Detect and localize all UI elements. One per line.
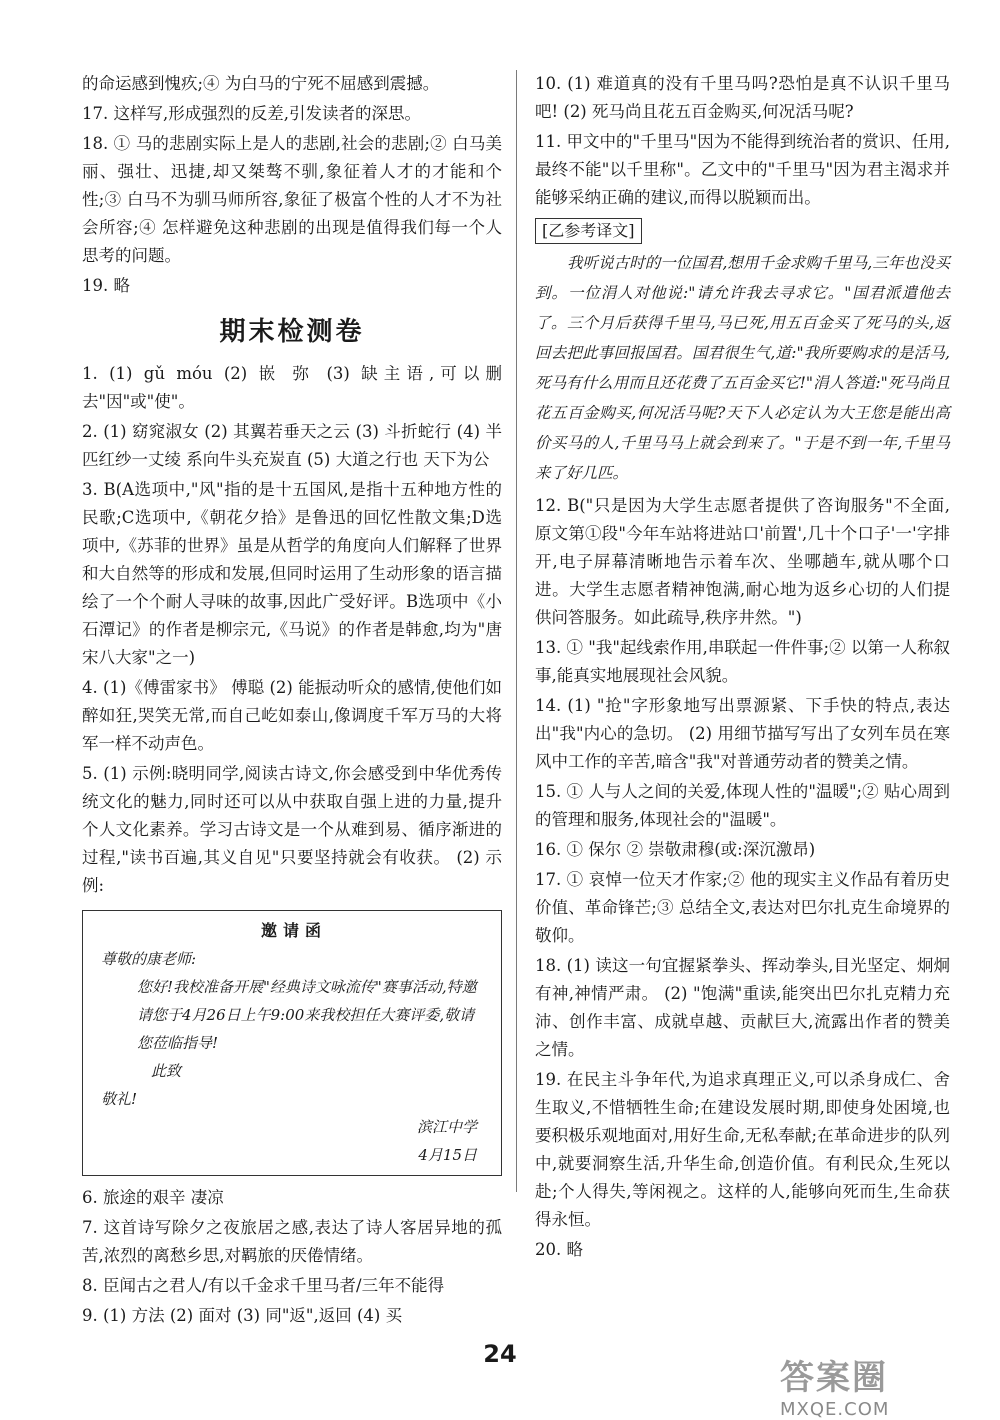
translation-text: 我听说古时的一位国君,想用千金求购千里马,三年也没买到。一位涓人对他说:"请允许我去寻求它。"国君派遣他去了。三个月后获得千里马,马已死,用五百金买了死马的头,返回去把此事回报国君。国君很生气,道:"我所要购求的是活马,死马有什么用而且还花费了五百金买它!"涓人答道:"死马尚且花五百金购买,何况活马呢?天下人必定认为大王您是能出高价买马的人,千里马马上就会到来了。"于是不到一年,千里马来了好几匹。 xyxy=(535,254,950,482)
answer-item: 12. B("只是因为大学生志愿者提供了咨询服务"不全面,原文第①段"今年车站将进站口'前置',几十个口子'一'字排开,电子屏幕清晰地告示着车次、坐哪趟车,就从哪个口进。大学生志愿者精神饱满,耐心地为返乡心切的人们提供问答服务。如此疏导,秩序井然。") xyxy=(535,496,950,627)
answer-item: 的命运感到愧疚;④ 为白马的宁死不屈感到震撼。 xyxy=(82,74,440,93)
answer-item: 6. 旅途的艰辛 凄凉 xyxy=(82,1188,224,1207)
answer-item: 1. (1) gǔ móu (2) 嵌 弥 (3) 缺主语,可以删去"因"或"使"。 xyxy=(82,364,502,411)
watermark-text: 答案圈 xyxy=(780,1358,888,1398)
letter-salutation: 尊敬的康老师: xyxy=(101,950,197,968)
answer-item: 18. (1) 读这一句宜握紧拳头、挥动拳头,目光坚定、炯炯有神,神情严肃。 (2) "饱满"重读,能突出巴尔扎克精力充沛、创作丰富、成就卓越、贡献巨大,流露出作者的赞美之情。 xyxy=(535,956,950,1059)
answer-item: 16. ① 保尔 ② 崇敬肃穆(或:深沉激昂) xyxy=(535,840,816,859)
letter-heading: 邀请函 xyxy=(260,921,327,940)
answer-item: 2. (1) 窈窕淑女 (2) 其翼若垂天之云 (3) 斗折蛇行 (4) 半匹红纱一丈绫 系向牛头充炭直 (5) 大道之行也 天下为公 xyxy=(82,422,502,469)
answer-item: 17. ① 哀悼一位天才作家;② 他的现实主义作品有着历史价值、革命锋芒;③ 总结全文,表达对巴尔扎克生命境界的敬仰。 xyxy=(535,870,950,945)
left-column xyxy=(82,70,502,1332)
answer-item: 7. 这首诗写除夕之夜旅居之感,表达了诗人客居异地的孤苦,浓烈的离愁乡思,对羁旅的厌倦情绪。 xyxy=(82,1218,502,1265)
invitation-letter-box xyxy=(82,910,502,1176)
watermark-logo xyxy=(780,1350,980,1420)
section-title: 期末检测卷 xyxy=(219,317,365,347)
right-column xyxy=(535,70,950,1266)
answer-item: 13. ① "我"起线索作用,串联起一件件事;② 以第一人称叙事,能真实地展现社会风貌。 xyxy=(535,638,950,685)
answer-item: 19. 略 xyxy=(82,276,130,295)
answer-item: 9. (1) 方法 (2) 面对 (3) 同"返",返回 (4) 买 xyxy=(82,1306,403,1325)
letter-closing-1: 此致 xyxy=(151,1062,182,1080)
answer-item: 14. (1) "抢"字形象地写出票源紧、下手快的特点,表达出"我"内心的急切。 (2) 用细节描写写出了女列车员在寒风中工作的辛苦,暗含"我"对普通劳动者的赞美之情。 xyxy=(535,696,950,771)
answer-item: 8. 臣闻古之君人/有以千金求千里马者/三年不能得 xyxy=(82,1276,445,1295)
letter-sender: 滨江中学 xyxy=(416,1118,477,1136)
letter-date: 4月15日 xyxy=(418,1146,477,1164)
column-divider xyxy=(516,70,517,1192)
letter-body: 您好!我校准备开展"经典诗文咏流传"赛事活动,特邀请您于4月26日上午9:00来我校担任大赛评委,敬请您莅临指导! xyxy=(137,978,477,1052)
answer-item: 11. 甲文中的"千里马"因为不能得到统治者的赏识、任用,最终不能"以千里称"。乙文中的"千里马"因为君主渴求并能够采纳正确的建议,而得以脱颖而出。 xyxy=(535,132,950,207)
watermark-url: MXQE.COM xyxy=(780,1399,890,1420)
answer-item: 17. 这样写,形成强烈的反差,引发读者的深思。 xyxy=(82,104,421,123)
answer-item: 10. (1) 难道真的没有千里马吗?恐怕是真不认识千里马吧! (2) 死马尚且花五百金购买,何况活马呢? xyxy=(535,74,950,121)
answer-item: 19. 在民主斗争年代,为追求真理正义,可以杀身成仁、舍生取义,不惜牺牲生命;在建设发展时期,即使身处困境,也要积极乐观地面对,用好生命,无私奉献;在革命进步的队列中,就要洞察生活,升华生命,创造价值。有利民众,生死以赴;个人得失,等闲视之。这样的人,能够向死而生,生命获得永恒。 xyxy=(535,1070,950,1229)
answer-item: 4. (1)《傅雷家书》 傅聪 (2) 能振动听众的感情,使他们如醉如狂,哭笑无常,而自己屹如泰山,像调度千军万马的大将军一样不动声色。 xyxy=(82,678,502,753)
answer-item: 3. B(A选项中,"风"指的是十五国风,是指十五种地方性的民歌;C选项中,《朝花夕拾》是鲁迅的回忆性散文集;D选项中,《苏菲的世界》虽是从哲学的角度向人们解释了世界和大自然等的形成和发展,但同时运用了生动形象的语言描绘了一个个耐人寻味的故事,因此广受好评。B选项中《小石潭记》的作者是柳宗元,《马说》的作者是韩愈,均为"唐宋八大家"之一) xyxy=(82,480,502,667)
answer-item: 5. (1) 示例:晓明同学,阅读古诗文,你会感受到中华优秀传统文化的魅力,同时还可以从中获取自强上进的力量,提升个人文化素养。学习古诗文是一个从难到易、循序渐进的过程,"读书百遍,其义自见"只要坚持就会有收获。 (2) 示例: xyxy=(82,764,502,895)
letter-closing-2: 敬礼! xyxy=(101,1090,138,1108)
page-number: 24 xyxy=(483,1340,517,1368)
answer-item: 20. 略 xyxy=(535,1240,583,1259)
answer-item: 15. ① 人与人之间的关爱,体现人性的"温暖";② 贴心周到的管理和服务,体现社会的"温暖"。 xyxy=(535,782,950,829)
translation-tag: [乙参考译文] xyxy=(535,218,642,244)
answer-item: 18. ① 马的悲剧实际上是人的悲剧,社会的悲剧;② 白马美丽、强壮、迅捷,却又桀骜不驯,象征着人才的才能和个性;③ 白马不为驯马师所容,象征了极富个性的人才不为社会所容;④ 怎样避免这种悲剧的出现是值得我们每一个人思考的问题。 xyxy=(82,134,502,265)
